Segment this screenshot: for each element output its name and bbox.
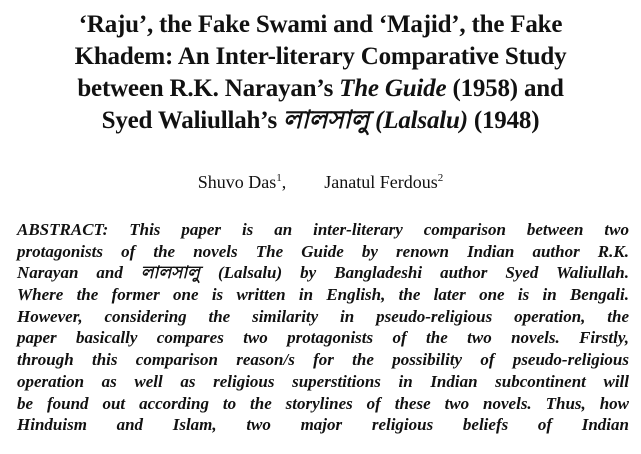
- title-novel-lalsalu: লালসালু (Lalsalu): [283, 107, 468, 134]
- title-line-3: [20, 73, 621, 105]
- abstract-line: protagonists of the novels The Guide by renown Indian author R.K.: [17, 241, 629, 261]
- paper-title: [20, 9, 621, 137]
- title-line-4-post: (1948): [467, 107, 540, 134]
- abstract-line: through this comparison reason/s for the possibility of pseudo-religious: [17, 350, 629, 370]
- abstract-line: Hinduism and Islam, two major religious beliefs of Indian: [17, 415, 629, 435]
- author-2-name: Janatul Ferdous: [324, 172, 438, 192]
- author-1: Shuvo Das$^1$,: [197, 172, 287, 192]
- author-1-affiliation-mark: 1: [276, 172, 282, 184]
- title-line-2: Khadem: An Inter-literary Comparative Study: [74, 43, 567, 70]
- abstract-line: Narayan and লালসালু (Lalsalu) by Bangladeshi author Syed Waliullah.: [17, 263, 629, 283]
- title-line-1: ‘Raju’, the Fake Swami and ‘Majid’, the Fake: [78, 11, 563, 38]
- title-line-3-pre: between R.K. Narayan’s: [77, 75, 340, 102]
- title-line-4-pre: Syed Waliullah’s: [101, 107, 284, 134]
- abstract-line: paper basically compares two protagonists of the two novels. Firstly,: [17, 328, 629, 348]
- author-2-affiliation-mark: 2: [437, 172, 444, 184]
- abstract-line: Where the former one is written in English, the later one is in Bengali.: [17, 285, 629, 305]
- author-2: [324, 172, 443, 192]
- author-list: [0, 171, 641, 193]
- author-1-name: Shuvo Das: [197, 172, 277, 192]
- title-line-4: [20, 105, 621, 137]
- abstract-line: However, considering the similarity in pseudo-religious operation, the: [17, 306, 629, 326]
- title-line-3-post: (1958) and: [446, 75, 564, 102]
- abstract-line: operation as well as religious superstitions in Indian subcontinent will: [17, 371, 629, 391]
- abstract-line: be found out according to the storylines of these two novels. Thus, how: [17, 393, 629, 413]
- abstract-line: ABSTRACT: This paper is an inter-literary comparison between two: [17, 220, 629, 239]
- abstract: [17, 219, 629, 436]
- title-novel-the-guide: The Guide: [339, 75, 447, 102]
